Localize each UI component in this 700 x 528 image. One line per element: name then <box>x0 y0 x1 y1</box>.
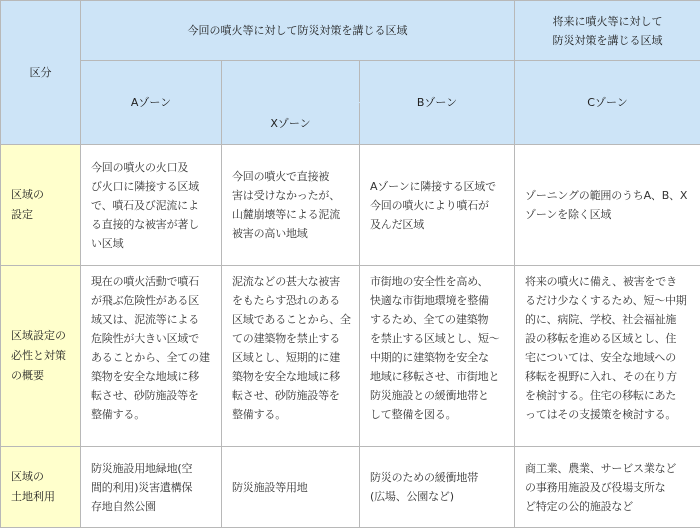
row-header-necessity-overview <box>1 266 81 447</box>
division-header <box>1 1 81 145</box>
row-header-land-use <box>1 447 81 528</box>
zone-x-header <box>222 103 360 145</box>
cell-line: 設の移転を進める区域とし、住 <box>525 332 677 345</box>
cell-line: 泥流などの甚大な被害 <box>232 275 340 288</box>
cell-line: 現在の噴火活動で噴石 <box>91 275 199 288</box>
cell-line: る直接的な被害が著し <box>91 217 199 231</box>
zone-a-header <box>81 61 222 145</box>
cell-line: して整備を図る。 <box>370 408 457 421</box>
zone-a-label: Aゾーン <box>130 96 172 109</box>
cell-line: 今回の噴火の火口及 <box>91 160 189 174</box>
cell-line: 将来の噴火に備え、被害をでき <box>525 275 677 288</box>
cell-line: 市街地の安全性を高め、 <box>370 275 489 288</box>
row-header-line: の概要 <box>11 369 44 382</box>
zone-a-spacer <box>222 61 360 103</box>
zone-b-land-use-cell <box>360 447 515 528</box>
cell-line: 存地自然公園 <box>91 499 156 513</box>
cell-line: ての建築物を禁止する <box>232 332 340 345</box>
cell-line: るだけ少なくするため、短～中期 <box>525 294 687 307</box>
cell-line: 転させ、砂防施設等を <box>232 389 340 402</box>
cell-line: するため、全ての建築物 <box>370 313 489 326</box>
cell-line: で、噴石及び泥流によ <box>91 198 199 212</box>
cell-line: 商工業、農業、サービス業など <box>525 461 677 475</box>
cell-line: 転させ、砂防施設等を <box>91 389 199 402</box>
future-eruption-group-header <box>515 1 700 61</box>
zone-c-label: Cゾーン <box>587 96 628 109</box>
zone-x-setting-cell <box>222 145 360 266</box>
zone-a-overview-cell <box>81 266 222 447</box>
cell-line: 害は受けなかったが、 <box>232 189 340 202</box>
zone-b-label: Bゾーン <box>416 96 458 109</box>
cell-line: をもたらす恐れのある <box>232 294 340 307</box>
division-label: 区分 <box>29 66 52 79</box>
cell-line: 快適な市街地環境を整備 <box>370 294 489 307</box>
cell-line: 築物を安全な地域に移 <box>232 370 340 383</box>
current-eruption-group-header <box>81 1 515 61</box>
zone-b-setting-cell <box>360 145 515 266</box>
row-header-line: 必性と対策 <box>11 349 66 362</box>
zone-a-land-use-cell <box>81 447 222 528</box>
cell-line: 今回の噴火で直接被 <box>232 170 330 183</box>
zone-b-header <box>360 61 515 145</box>
cell-line: 的に、病院、学校、社会福祉施 <box>525 313 677 326</box>
zone-c-overview-cell <box>515 266 700 447</box>
row-header-line: 設定 <box>11 208 33 221</box>
cell-line: (広場、公園など) <box>370 490 454 503</box>
cell-line: 整備する。 <box>91 408 145 421</box>
future-eruption-group-line-2: 防災対策を講じる区域 <box>552 33 663 47</box>
cell-line: Aゾーンに隣接する区域で <box>370 179 496 193</box>
cell-line: 移転を視野に入れ、その在り方 <box>525 370 677 383</box>
cell-line: ど特定の公的施設など <box>525 499 634 513</box>
cell-line: 被害の高い地域 <box>232 227 308 240</box>
cell-line: 山麓崩壊等による泥流 <box>232 208 340 221</box>
row-header-line: 区域の <box>11 470 44 483</box>
cell-line: 及んだ区域 <box>370 217 424 231</box>
cell-line: 区域であることから、全 <box>232 313 351 326</box>
cell-line: ゾーンを除く区域 <box>525 208 612 221</box>
cell-line: ってはその支援策を検討する。 <box>525 408 677 421</box>
zone-x-land-use-cell <box>222 447 360 528</box>
cell-line: あることから、全ての建 <box>91 351 210 364</box>
cell-line: ゾーニングの範囲のうちA、B、X <box>525 189 688 202</box>
row-header-line: 区域の <box>11 188 44 201</box>
cell-line: 危険性が大きい区域で <box>91 332 199 345</box>
zone-x-overview-cell <box>222 266 360 447</box>
cell-line: が飛ぶ危険性がある区 <box>91 294 199 307</box>
zone-c-land-use-cell <box>515 447 700 528</box>
cell-line: 今回の噴火により噴石が <box>370 198 489 212</box>
cell-line: 整備する。 <box>232 408 286 421</box>
zone-a-setting-cell <box>81 145 222 266</box>
cell-line: 宅については、安全な地域への <box>525 351 677 364</box>
cell-line: い区域 <box>91 236 124 250</box>
cell-line: を検討する。住宅の移転にあた <box>525 389 677 402</box>
zone-x-label: Xゾーン <box>270 117 311 130</box>
cell-line: を禁止する区域とし、短～ <box>370 332 500 345</box>
cell-line: び火口に隣接する区域 <box>91 179 199 193</box>
cell-line: 間的利用)災害遺構保 <box>91 480 193 494</box>
zone-c-setting-cell <box>515 145 700 266</box>
cell-line: の事務用施設及び役場支所な <box>525 480 666 494</box>
cell-line: 築物を安全な地域に移 <box>91 370 199 383</box>
cell-line: 防災施設等用地 <box>232 480 308 494</box>
cell-line: 域又は、泥流等による <box>91 313 199 326</box>
cell-line: 防災のための緩衝地帯 <box>370 471 478 484</box>
zone-c-header <box>515 61 700 145</box>
current-eruption-group-label: 今回の噴火等に対して防災対策を講じる区域 <box>187 24 408 37</box>
cell-line: 防災施設との緩衝地帯と <box>370 389 489 402</box>
cell-line: 防災施設用地緑地(空 <box>91 461 193 475</box>
row-header-line: 土地利用 <box>11 490 55 503</box>
zone-b-overview-cell <box>360 266 515 447</box>
future-eruption-group-line-1: 将来に噴火等に対して <box>552 14 663 28</box>
cell-line: 地域に移転させ、市街地と <box>370 370 500 383</box>
row-header-zone-setting <box>1 145 81 266</box>
cell-line: 区域とし、短期的に建 <box>232 351 340 364</box>
row-header-line: 区域設定の <box>11 329 66 342</box>
cell-line: 中期的に建築物を安全な <box>370 351 489 364</box>
